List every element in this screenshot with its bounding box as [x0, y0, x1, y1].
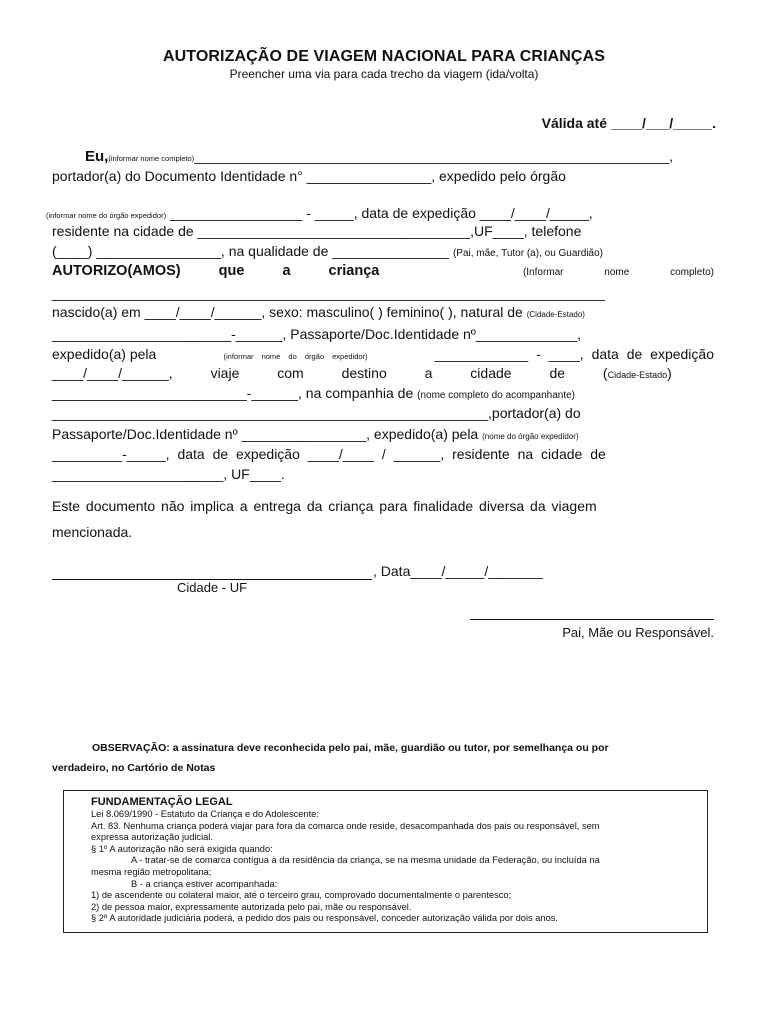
- statement-line-2: mencionada.: [52, 524, 133, 540]
- responsible-signature-line: [470, 619, 714, 620]
- hint-companion: (nome completo do acompanhante): [417, 390, 575, 401]
- hint-child-name: (Informar nome completo): [522, 267, 714, 278]
- hint-city-state: (Cidade-Estado): [526, 310, 585, 319]
- line-authorize: [52, 262, 714, 282]
- blank-issuer-date: _________________ - _____, data de expedição ____/____/_____,: [169, 205, 593, 221]
- valid-until: Válida até ____/___/_____.: [541, 115, 716, 131]
- line-guardian-name: [85, 147, 714, 168]
- line-companion-name: ________________________________________________________,portador(a) do: [52, 405, 581, 421]
- legal-line: expressa autorização judicial.: [91, 832, 213, 843]
- legal-line: mesma região metropolitana;: [91, 866, 212, 877]
- document-title: AUTORIZAÇÃO DE VIAGEM NACIONAL PARA CRIANÇAS: [162, 48, 606, 65]
- date-label: , Data____/_____/_______: [373, 563, 543, 579]
- line-companion: [52, 384, 714, 405]
- line-destination: [52, 364, 714, 384]
- line-companion-passport: [52, 425, 714, 446]
- city-uf-caption: Cidade - UF: [177, 580, 248, 595]
- destination-close: ): [667, 365, 672, 381]
- hint-issuer: (informar nome do órgão expedidor): [46, 211, 167, 220]
- hint-destination: Cidade-Estado: [607, 370, 668, 380]
- line-residence: residente na cidade de ___________________________________,UF____, telefone: [52, 223, 582, 239]
- blank-phone-relationship: (____) ________________, na qualidade de _______________: [52, 243, 450, 259]
- blank-child-issuer-date: ____________ - ____, data de expedição: [434, 346, 714, 362]
- legal-line: Art. 83. Nenhuma criança poderá viajar para fora da comarca onde reside, desacompanhada dos pais ou responsável, sem: [91, 820, 600, 831]
- legal-line: 1) de ascendente ou colateral maior, até o terceiro grau, comprovado documentalmente o parentesco;: [91, 890, 512, 901]
- legal-line: Lei 8.069/1990 - Estatuto da Criança e do Adolescente:: [91, 809, 319, 819]
- legal-line: § 1º A autorização não será exigida quando:: [91, 843, 273, 854]
- legal-heading: FUNDAMENTAÇÃO LEGAL: [91, 796, 233, 808]
- document-subtitle: Preencher uma via para cada trecho da viagem (ida/volta): [229, 67, 539, 81]
- legal-basis-box: [63, 790, 708, 933]
- line-companion-uf: ______________________, UF____.: [52, 466, 285, 482]
- blank-birth-sex-origin: nascido(a) em ____/____/______, sexo: masculino( ) feminino( ), natural de: [52, 304, 523, 320]
- statement-line-1: Este documento não implica a entrega da criança para finalidade diversa da viagem: [52, 498, 597, 514]
- line-passport: _______________________-______, Passaporte/Doc.Identidade nº_____________,: [52, 326, 582, 342]
- issued-by-label: expedido(a) pela: [52, 346, 157, 362]
- authorize-label: AUTORIZO(AMOS) que a criança: [52, 263, 380, 279]
- responsible-caption: Pai, Mãe ou Responsável.: [562, 625, 714, 640]
- line-birth: [52, 303, 714, 324]
- legal-line: B - a criança estiver acompanhada:: [131, 878, 278, 889]
- hint-child-issuer: (informar nome do órgão expedidor): [223, 352, 368, 361]
- hint-relationship: (Pai, mãe, Tutor (a), ou Guardião): [452, 248, 604, 259]
- blank-guardian-name: _____________________________________________________________,: [194, 148, 674, 164]
- eu-label: Eu,: [85, 148, 109, 165]
- line-id-document: portador(a) do Documento Identidade n° ________________, expedido pelo órgão: [52, 168, 566, 184]
- hint-companion-issuer: (nome do órgão expedidor): [482, 432, 579, 441]
- line-phone-relationship: [52, 242, 714, 263]
- line-child-issuer: [52, 345, 714, 366]
- blank-child-name: _______________________________________________________________________: [52, 285, 605, 301]
- legal-line: 2) de pessoa maior, expressamente autorizada pelo pai, mãe ou responsável.: [91, 901, 412, 912]
- observation-line-2: verdadeiro, no Cartório de Notas: [52, 762, 216, 774]
- observation-line-1: OBSERVAÇÃO: a assinatura deve reconhecida pelo pai, mãe, guardião ou tutor, por semelhança ou por: [92, 742, 609, 754]
- blank-companion-passport: Passaporte/Doc.Identidade nº ________________, expedido(a) pela: [52, 426, 479, 442]
- legal-line: § 2º A autoridade judiciária poderá, a pedido dos pais ou responsável, conceder autorização válida por dois anos.: [91, 913, 559, 924]
- line-companion-residence: _________-_____, data de expedição ____/____ / ______, residente na cidade de: [52, 446, 606, 462]
- blank-companion: _________________________-______, na companhia de: [52, 385, 414, 401]
- blank-destination: ____/____/______, viaje com destino a cidade de (: [52, 365, 608, 381]
- legal-line: A - tratar-se de comarca contígua à da residência da criança, se na mesma unidade da Federação, ou incluída na: [131, 855, 600, 866]
- hint-full-name: (informar nome completo): [108, 154, 195, 163]
